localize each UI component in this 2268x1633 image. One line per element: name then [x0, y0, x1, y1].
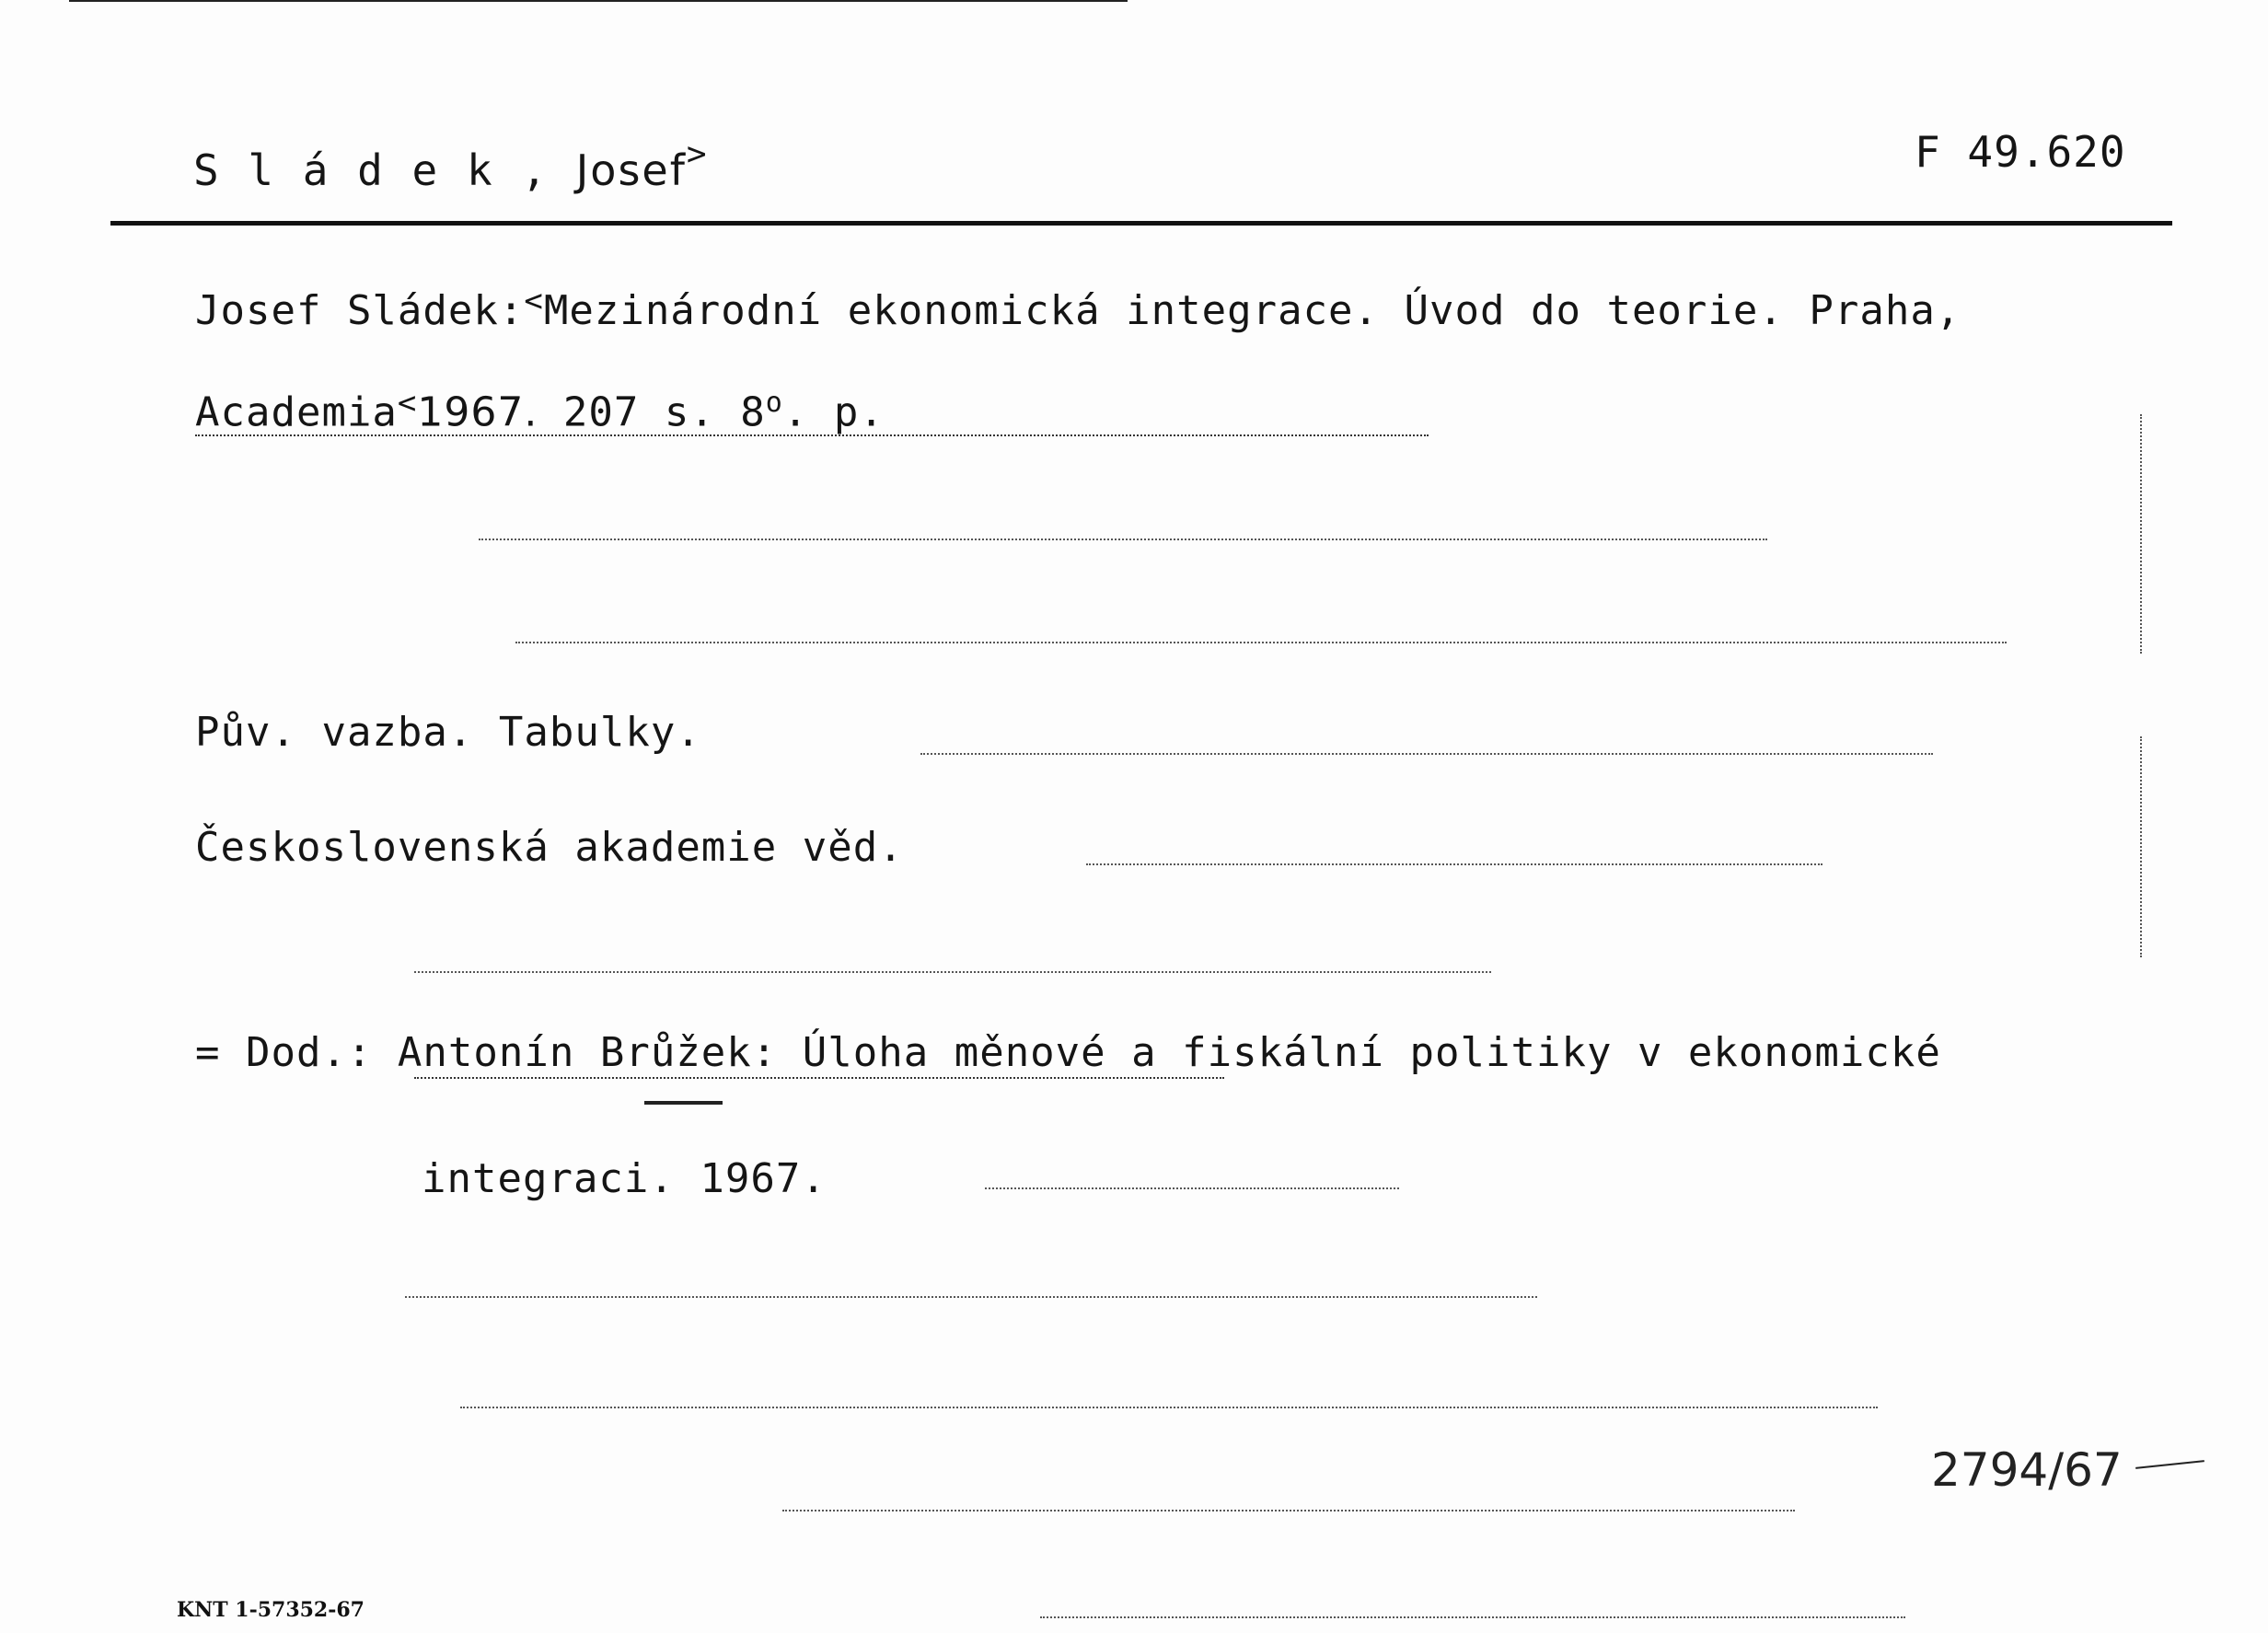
- format-degree: o: [765, 387, 783, 419]
- insert-mark-year: <: [397, 384, 418, 422]
- title-main: Mezinárodní ekonomická integrace. Úvod do teorie. Praha,: [543, 287, 1961, 334]
- underline-mark: [644, 1101, 723, 1105]
- shelf-mark: F 49.620: [1915, 127, 2126, 177]
- blank-line: [1040, 1616, 1905, 1618]
- blank-line: [405, 1296, 1537, 1298]
- top-edge-line: [69, 0, 1128, 2]
- heading-divider: [110, 221, 2172, 226]
- margin-dots: [2140, 414, 2142, 654]
- publisher: Academia: [195, 388, 398, 436]
- blank-line: [920, 753, 1933, 755]
- heading-insert-mark: >: [686, 135, 709, 173]
- title-underline: [195, 434, 1429, 436]
- blank-line: [1086, 863, 1822, 865]
- title-line-2: [195, 384, 885, 436]
- heading-author: [193, 135, 709, 195]
- title-author-prefix: Josef Sládek:: [195, 287, 525, 334]
- supplement-line-1: = Dod.: Antonín Brůžek: Úloha měnové a fiskální politiky v ekonomické: [195, 1029, 1941, 1076]
- corporate-note: Československá akademie věd.: [195, 824, 904, 871]
- heading-given-name: Josef: [575, 145, 687, 195]
- supplement-underline: [414, 1077, 1224, 1079]
- accession-number: 2794/67: [1931, 1443, 2123, 1497]
- blank-line: [515, 642, 2007, 643]
- blank-line: [414, 971, 1491, 973]
- pagination: 207 s. 8: [538, 388, 766, 436]
- blank-line: [460, 1407, 1878, 1408]
- physical-note: Pův. vazba. Tabulky.: [195, 709, 701, 756]
- margin-dots: [2140, 736, 2142, 957]
- heading-surname: S l á d e k ,: [193, 145, 576, 195]
- insert-mark-left: <: [524, 283, 544, 319]
- blank-line: [479, 539, 1767, 540]
- accession-mark: [2135, 1460, 2204, 1469]
- format-end: . p.: [782, 388, 885, 436]
- blank-line: [782, 1510, 1795, 1511]
- supplement-line-2: integraci. 1967.: [422, 1155, 827, 1202]
- blank-line: [985, 1187, 1399, 1189]
- publication-year: 1967.: [417, 388, 538, 436]
- printer-note: KNT 1-57352-67: [177, 1598, 364, 1622]
- title-line-1: [195, 283, 1961, 334]
